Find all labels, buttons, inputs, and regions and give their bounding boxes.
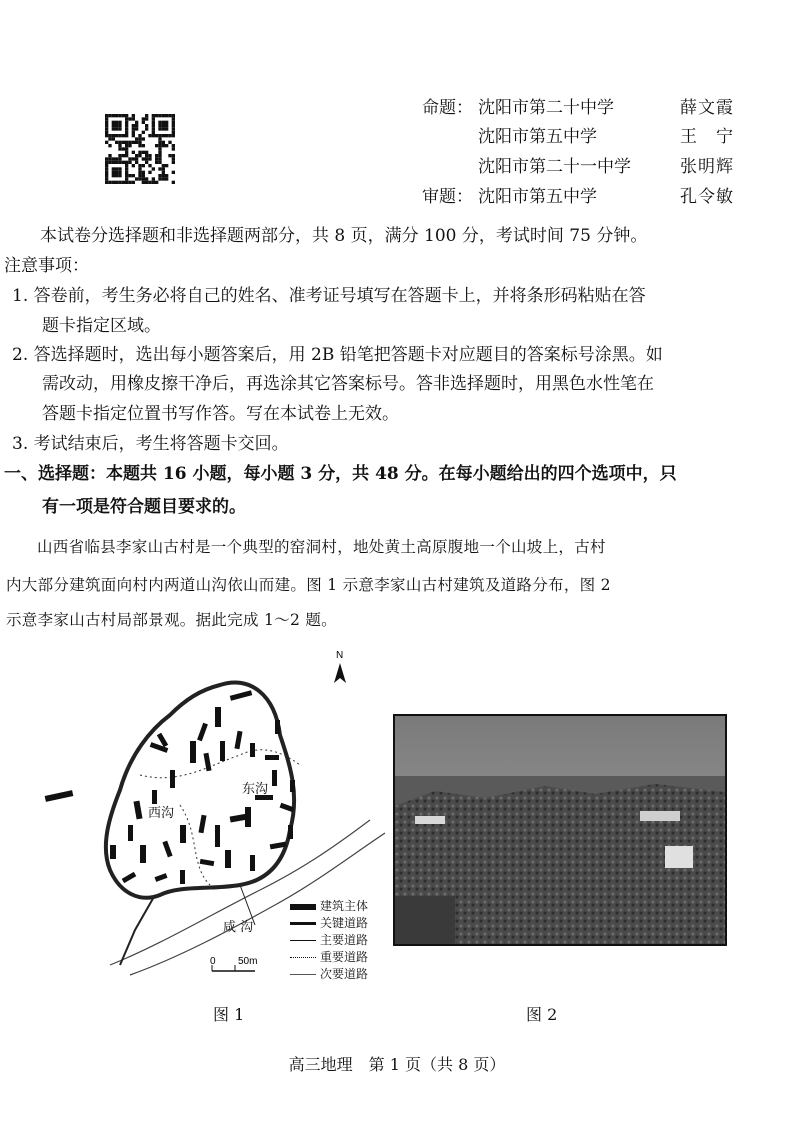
building-block [265, 755, 279, 760]
scale-zero: 0 [210, 956, 216, 967]
section-heading: 一、选择题：本题共 16 小题，每小题 3 分，共 48 分。在每小题给出的四个选项中，只 [4, 464, 677, 484]
passage-line: 示意李家山古村局部景观。据此完成 1～2 题。 [6, 611, 337, 629]
author-role: 命题： [422, 98, 473, 118]
building-block [133, 801, 142, 820]
author-person: 薛文霞 [680, 98, 734, 118]
notice-title: 注意事项： [4, 256, 89, 276]
passage-line: 山西省临县李家山古村是一个典型的窑洞村，地处黄土高原腹地一个山坡上，古村 [37, 538, 606, 556]
building-block [180, 870, 185, 884]
building-block [215, 825, 220, 847]
intro-text: 本试卷分选择题和非选择题两部分，共 8 页，满分 100 分，考试时间 75 分钟。 [40, 226, 648, 246]
notice-item-1: 1. 答卷前，考生务必将自己的姓名、准考证号填写在答题卡上，并将条形码粘贴在答 [12, 286, 646, 306]
building-block [250, 855, 255, 871]
building-block [180, 825, 186, 843]
building-block [170, 770, 175, 788]
building-block [288, 825, 293, 839]
scale-distance: 50m [238, 956, 258, 967]
building-block [128, 825, 133, 841]
notice-item-1-cont: 题卡指定区域。 [42, 316, 161, 336]
legend-item: 建筑主体 [290, 898, 368, 915]
author-school: 沈阳市第五中学 [478, 127, 597, 147]
passage-line: 内大部分建筑面向村内两道山沟依山而建。图 1 示意李家山古村建筑及道路分布，图 2 [6, 576, 611, 594]
building-block [275, 720, 280, 734]
author-person: 张明辉 [680, 157, 734, 177]
building-block [190, 741, 196, 763]
building-block [230, 690, 253, 701]
north-arrow-icon [334, 663, 346, 683]
building-block [162, 841, 172, 858]
author-person: 孔令敏 [680, 187, 734, 207]
author-school: 沈阳市第五中学 [478, 187, 597, 207]
notice-item-2-cont: 需改动，用橡皮擦干净后，再选涂其它答案标号。答非选择题时，用黑色水性笔在 [42, 374, 654, 394]
west-gully-label: 西沟 [148, 806, 175, 821]
building-block [215, 707, 221, 727]
figure-1-caption: 图 1 [213, 1005, 245, 1024]
building-block [140, 845, 146, 863]
building-block [234, 731, 242, 750]
legend-item: 关键道路 [290, 915, 368, 932]
author-school: 沈阳市第二十一中学 [478, 157, 631, 177]
building-block [290, 780, 295, 792]
legend-item: 次要道路 [290, 966, 368, 983]
legend-item: 主要道路 [290, 932, 368, 949]
notice-item-2: 2. 答选择题时，选出每小题答案后，用 2B 铅笔把答题卡对应题目的答案标号涂黑。如 [12, 345, 663, 365]
author-person: 王 宁 [680, 127, 734, 147]
legend-item: 重要道路 [290, 949, 368, 966]
building-block [200, 859, 215, 866]
figure-1-legend [290, 898, 368, 983]
building-block [225, 850, 231, 868]
building-block [155, 873, 168, 882]
section-heading-cont: 有一项是符合题目要求的。 [42, 497, 246, 517]
east-gully-label: 东沟 [242, 782, 269, 797]
river-label: 咸 沟 [223, 920, 254, 935]
author-role: 审题： [422, 187, 473, 207]
north-label: N [336, 650, 344, 661]
page-footer: 高三地理 第 1 页（共 8 页） [288, 1055, 506, 1074]
building-block [272, 770, 277, 786]
figure-2-caption: 图 2 [526, 1005, 558, 1024]
qr-code [103, 114, 177, 184]
author-school: 沈阳市第二十中学 [478, 98, 614, 118]
building-block [152, 790, 157, 804]
figure-2-photo [393, 714, 727, 946]
building-block [197, 723, 208, 742]
building-block [198, 815, 206, 834]
building-block [250, 743, 255, 757]
building-block [122, 872, 137, 883]
building-block [110, 845, 116, 859]
building-block [220, 741, 225, 761]
notice-item-3: 3. 考试结束后，考生将答题卡交回。 [12, 434, 289, 454]
notice-item-2-cont: 答题卡指定位置书写作答。写在本试卷上无效。 [42, 404, 399, 424]
